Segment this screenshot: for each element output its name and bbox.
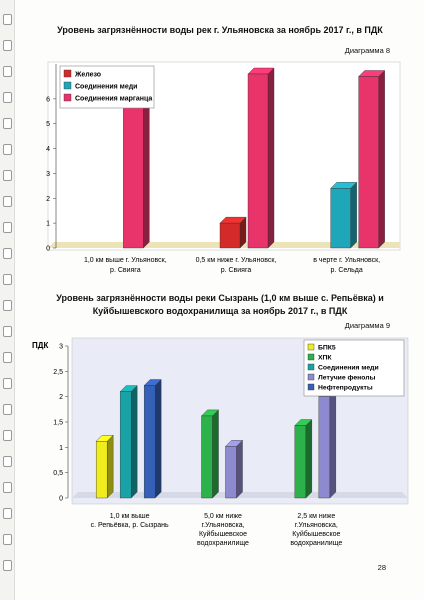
binder-hole xyxy=(3,534,12,545)
y-tick-label: 3 xyxy=(59,343,63,351)
x-tick-label: г.Ульяновска, xyxy=(294,522,338,529)
binder-hole xyxy=(3,560,12,571)
page-number: 28 xyxy=(377,563,386,572)
y-tick-label: 2 xyxy=(46,195,50,203)
legend-swatch xyxy=(308,374,314,380)
legend-label: ХПК xyxy=(318,354,332,362)
y-tick-label: 4 xyxy=(46,146,50,154)
x-tick-label: Куйбышевское xyxy=(198,531,248,538)
binder-hole xyxy=(3,40,12,51)
bar xyxy=(226,446,237,498)
legend-label: Летучие фенолы xyxy=(318,374,376,382)
bar xyxy=(220,223,240,248)
x-tick-label: Куйбышевское xyxy=(292,531,341,538)
bar-side xyxy=(268,68,274,248)
legend-swatch xyxy=(64,82,71,89)
legend-swatch xyxy=(308,354,314,360)
binder-hole xyxy=(3,274,12,285)
chart-1 xyxy=(20,58,412,280)
binder-hole xyxy=(3,66,12,77)
bar-side xyxy=(351,182,357,248)
binder-hole xyxy=(3,326,12,337)
x-tick-label: г.Ульяновска, xyxy=(201,522,245,529)
legend-label: Железо xyxy=(75,71,102,79)
y-axis-title: ПДК xyxy=(32,341,49,350)
binder-hole xyxy=(3,248,12,259)
bar xyxy=(96,441,107,498)
bar-side xyxy=(237,440,243,498)
bar xyxy=(123,84,143,248)
x-tick-label: водохранилище xyxy=(290,540,343,547)
binder-hole xyxy=(3,14,12,25)
y-tick-label: 1,5 xyxy=(53,419,63,427)
binder-hole xyxy=(3,300,12,311)
binder-hole xyxy=(3,352,12,363)
binder-hole xyxy=(3,118,12,129)
binder-hole xyxy=(3,404,12,415)
legend-label: Соединения меди xyxy=(318,364,379,372)
binder-margin xyxy=(0,0,15,600)
y-tick-label: 1 xyxy=(59,444,63,452)
legend-label: Соединения марганца xyxy=(75,95,153,103)
binder-hole xyxy=(3,92,12,103)
bar-side xyxy=(155,380,161,498)
chart-1-tag: Диаграмма 8 xyxy=(344,46,390,55)
y-tick-label: 3 xyxy=(46,170,50,178)
x-tick-label: с. Репьёвка, р. Сызрань xyxy=(90,522,169,529)
y-tick-label: 0 xyxy=(59,495,63,503)
chart-2-title: Уровень загрязнённости воды реки Сызрань (1,0 км выше с. Репьёвка) и Куйбышевского водохранилища за ноябрь 2017 г., в ПДК xyxy=(56,293,384,316)
bar xyxy=(331,188,351,248)
y-tick-label: 6 xyxy=(46,96,50,104)
y-tick-label: 2 xyxy=(59,394,63,402)
x-tick-label: р. Сельда xyxy=(330,267,363,274)
binder-hole xyxy=(3,144,12,155)
binder-hole xyxy=(3,170,12,181)
x-tick-label: р. Свияга xyxy=(110,267,141,274)
bar xyxy=(144,386,155,498)
x-tick-label: водохранилище xyxy=(197,540,249,547)
legend-swatch xyxy=(64,70,71,77)
binder-hole xyxy=(3,196,12,207)
bar-side xyxy=(213,410,219,498)
bar-side xyxy=(379,70,385,248)
legend-swatch xyxy=(308,384,314,390)
binder-hole xyxy=(3,508,12,519)
y-tick-label: 1 xyxy=(46,220,50,228)
bar xyxy=(319,397,330,498)
binder-hole xyxy=(3,482,12,493)
x-tick-label: 1,0 км выше xyxy=(109,513,150,520)
x-tick-label: 5,0 км ниже xyxy=(204,513,242,520)
x-tick-label: 0,5 км ниже г. Ульяновск, xyxy=(195,257,277,264)
x-tick-label: 2,5 км ниже xyxy=(297,513,336,520)
binder-hole xyxy=(3,378,12,389)
y-tick-label: 0 xyxy=(46,245,50,253)
bar xyxy=(120,392,131,498)
binder-hole xyxy=(3,222,12,233)
legend-swatch xyxy=(308,344,314,350)
bar xyxy=(202,416,213,498)
legend-label: Соединения меди xyxy=(75,83,138,91)
x-tick-label: р. Свияга xyxy=(220,267,252,274)
legend-swatch xyxy=(308,364,314,370)
bar-side xyxy=(107,435,113,498)
bar-side xyxy=(131,386,137,498)
bar xyxy=(359,76,379,248)
y-tick-label: 5 xyxy=(46,121,50,129)
binder-hole xyxy=(3,430,12,441)
bar xyxy=(295,426,306,498)
x-tick-label: в черте г. Ульяновск, xyxy=(313,257,381,264)
legend-label: БПК5 xyxy=(318,344,336,352)
legend-label: Нефтепродукты xyxy=(318,384,373,392)
x-tick-label: 1,0 км выше г. Ульяновск, xyxy=(83,257,167,264)
bar xyxy=(248,74,268,248)
chart-2-tag: Диаграмма 9 xyxy=(344,321,390,330)
legend-swatch xyxy=(64,94,71,101)
y-tick-label: 2,5 xyxy=(53,368,63,376)
bar-side xyxy=(306,420,312,498)
bar-side xyxy=(330,391,336,498)
y-tick-label: 0,5 xyxy=(53,470,63,478)
chart-1-title: Уровень загрязнённости воды рек г. Ульяновска за ноябрь 2017 г., в ПДК xyxy=(57,25,383,35)
chart-2 xyxy=(20,330,412,562)
binder-hole xyxy=(3,456,12,467)
